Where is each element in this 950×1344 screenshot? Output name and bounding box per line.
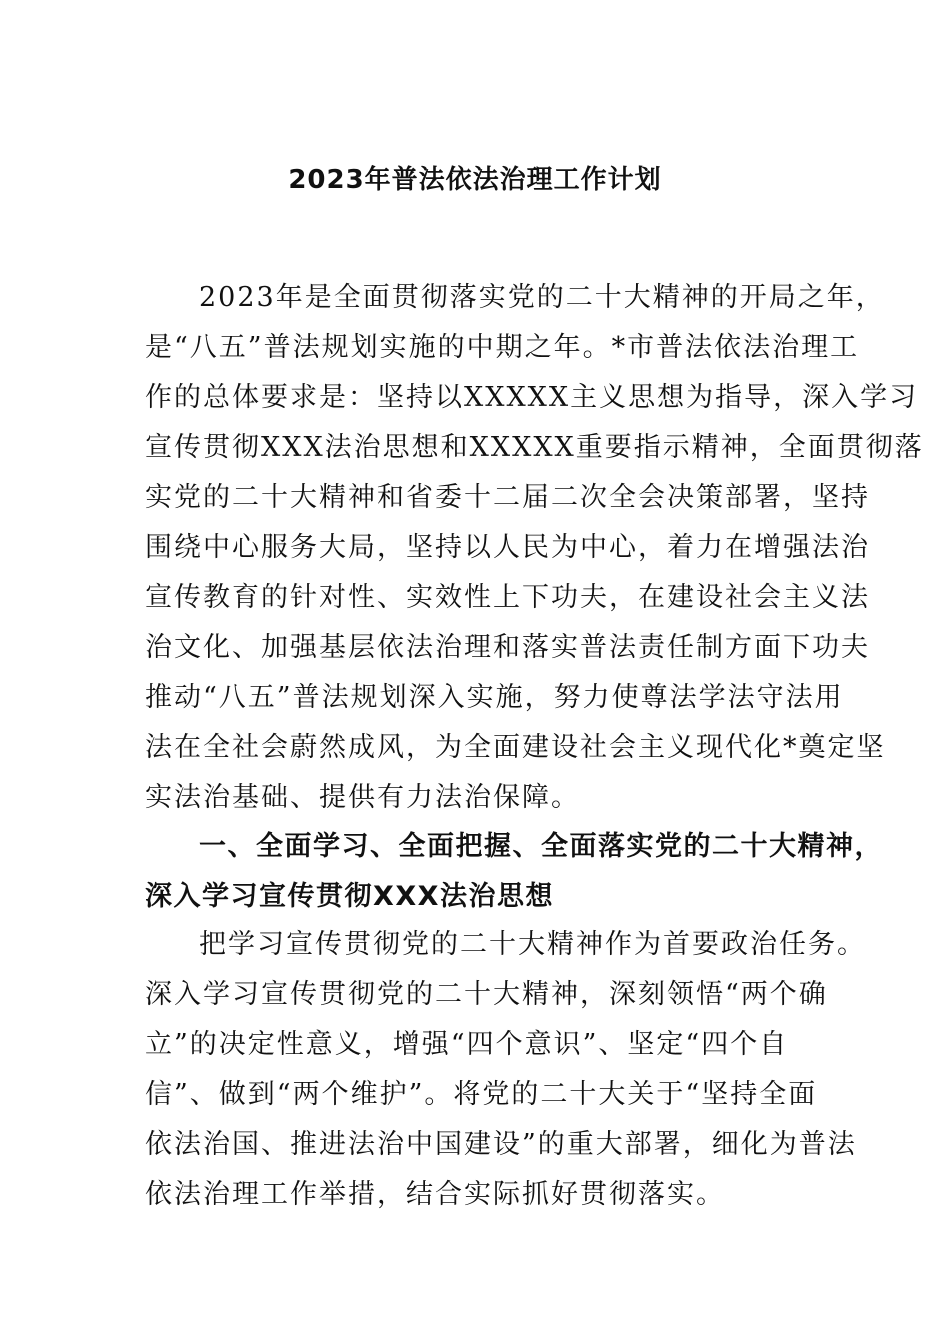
text-line: 作的总体要求是：坚持以XXXXX主义思想为指导，深入学习	[145, 382, 919, 413]
text-line: 围绕中心服务大局，坚持以人民为中心，着力在增强法治	[145, 532, 870, 563]
intro-paragraph	[145, 273, 924, 823]
text-line: 立”的决定性意义，增强“四个意识”、坚定“四个自	[145, 1029, 789, 1060]
text-line: 2023年是全面贯彻落实党的二十大精神的开局之年，	[199, 282, 885, 313]
text-line: 推动“八五”普法规划深入实施，努力使尊法学法守法用	[145, 682, 844, 713]
text-line: 宣传贯彻XXX法治思想和XXXXX重要指示精神，全面贯彻落	[145, 432, 924, 463]
section-body-paragraph	[145, 920, 866, 1220]
heading-line: 一、全面学习、全面把握、全面落实党的二十大精神，	[199, 831, 883, 862]
text-line: 宣传教育的针对性、实效性上下功夫，在建设社会主义法	[145, 582, 870, 613]
document-title: 2023年普法依法治理工作计划	[288, 165, 662, 195]
text-line: 实党的二十大精神和省委十二届二次全会决策部署，坚持	[145, 482, 870, 513]
text-line: 信”、做到“两个维护”。将党的二十大关于“坚持全面	[145, 1079, 818, 1110]
text-line: 实法治基础、提供有力法治保障。	[145, 782, 580, 813]
text-line: 是“八五”普法规划实施的中期之年。*市普法依法治理工	[145, 332, 860, 363]
heading-line: 深入学习宣传贯彻XXX法治思想	[145, 881, 554, 912]
text-line: 依法治国、推进法治中国建设”的重大部署，细化为普法	[145, 1129, 857, 1160]
text-line: 治文化、加强基层依法治理和落实普法责任制方面下功夫	[145, 632, 870, 663]
section-heading	[145, 822, 883, 922]
text-line: 依法治理工作举措，结合实际抓好贯彻落实。	[145, 1179, 725, 1210]
text-line: 深入学习宣传贯彻党的二十大精神，深刻领悟“两个确	[145, 979, 828, 1010]
text-line: 把学习宣传贯彻党的二十大精神作为首要政治任务。	[199, 929, 866, 960]
text-line: 法在全社会蔚然成风，为全面建设社会主义现代化*奠定坚	[145, 732, 886, 763]
